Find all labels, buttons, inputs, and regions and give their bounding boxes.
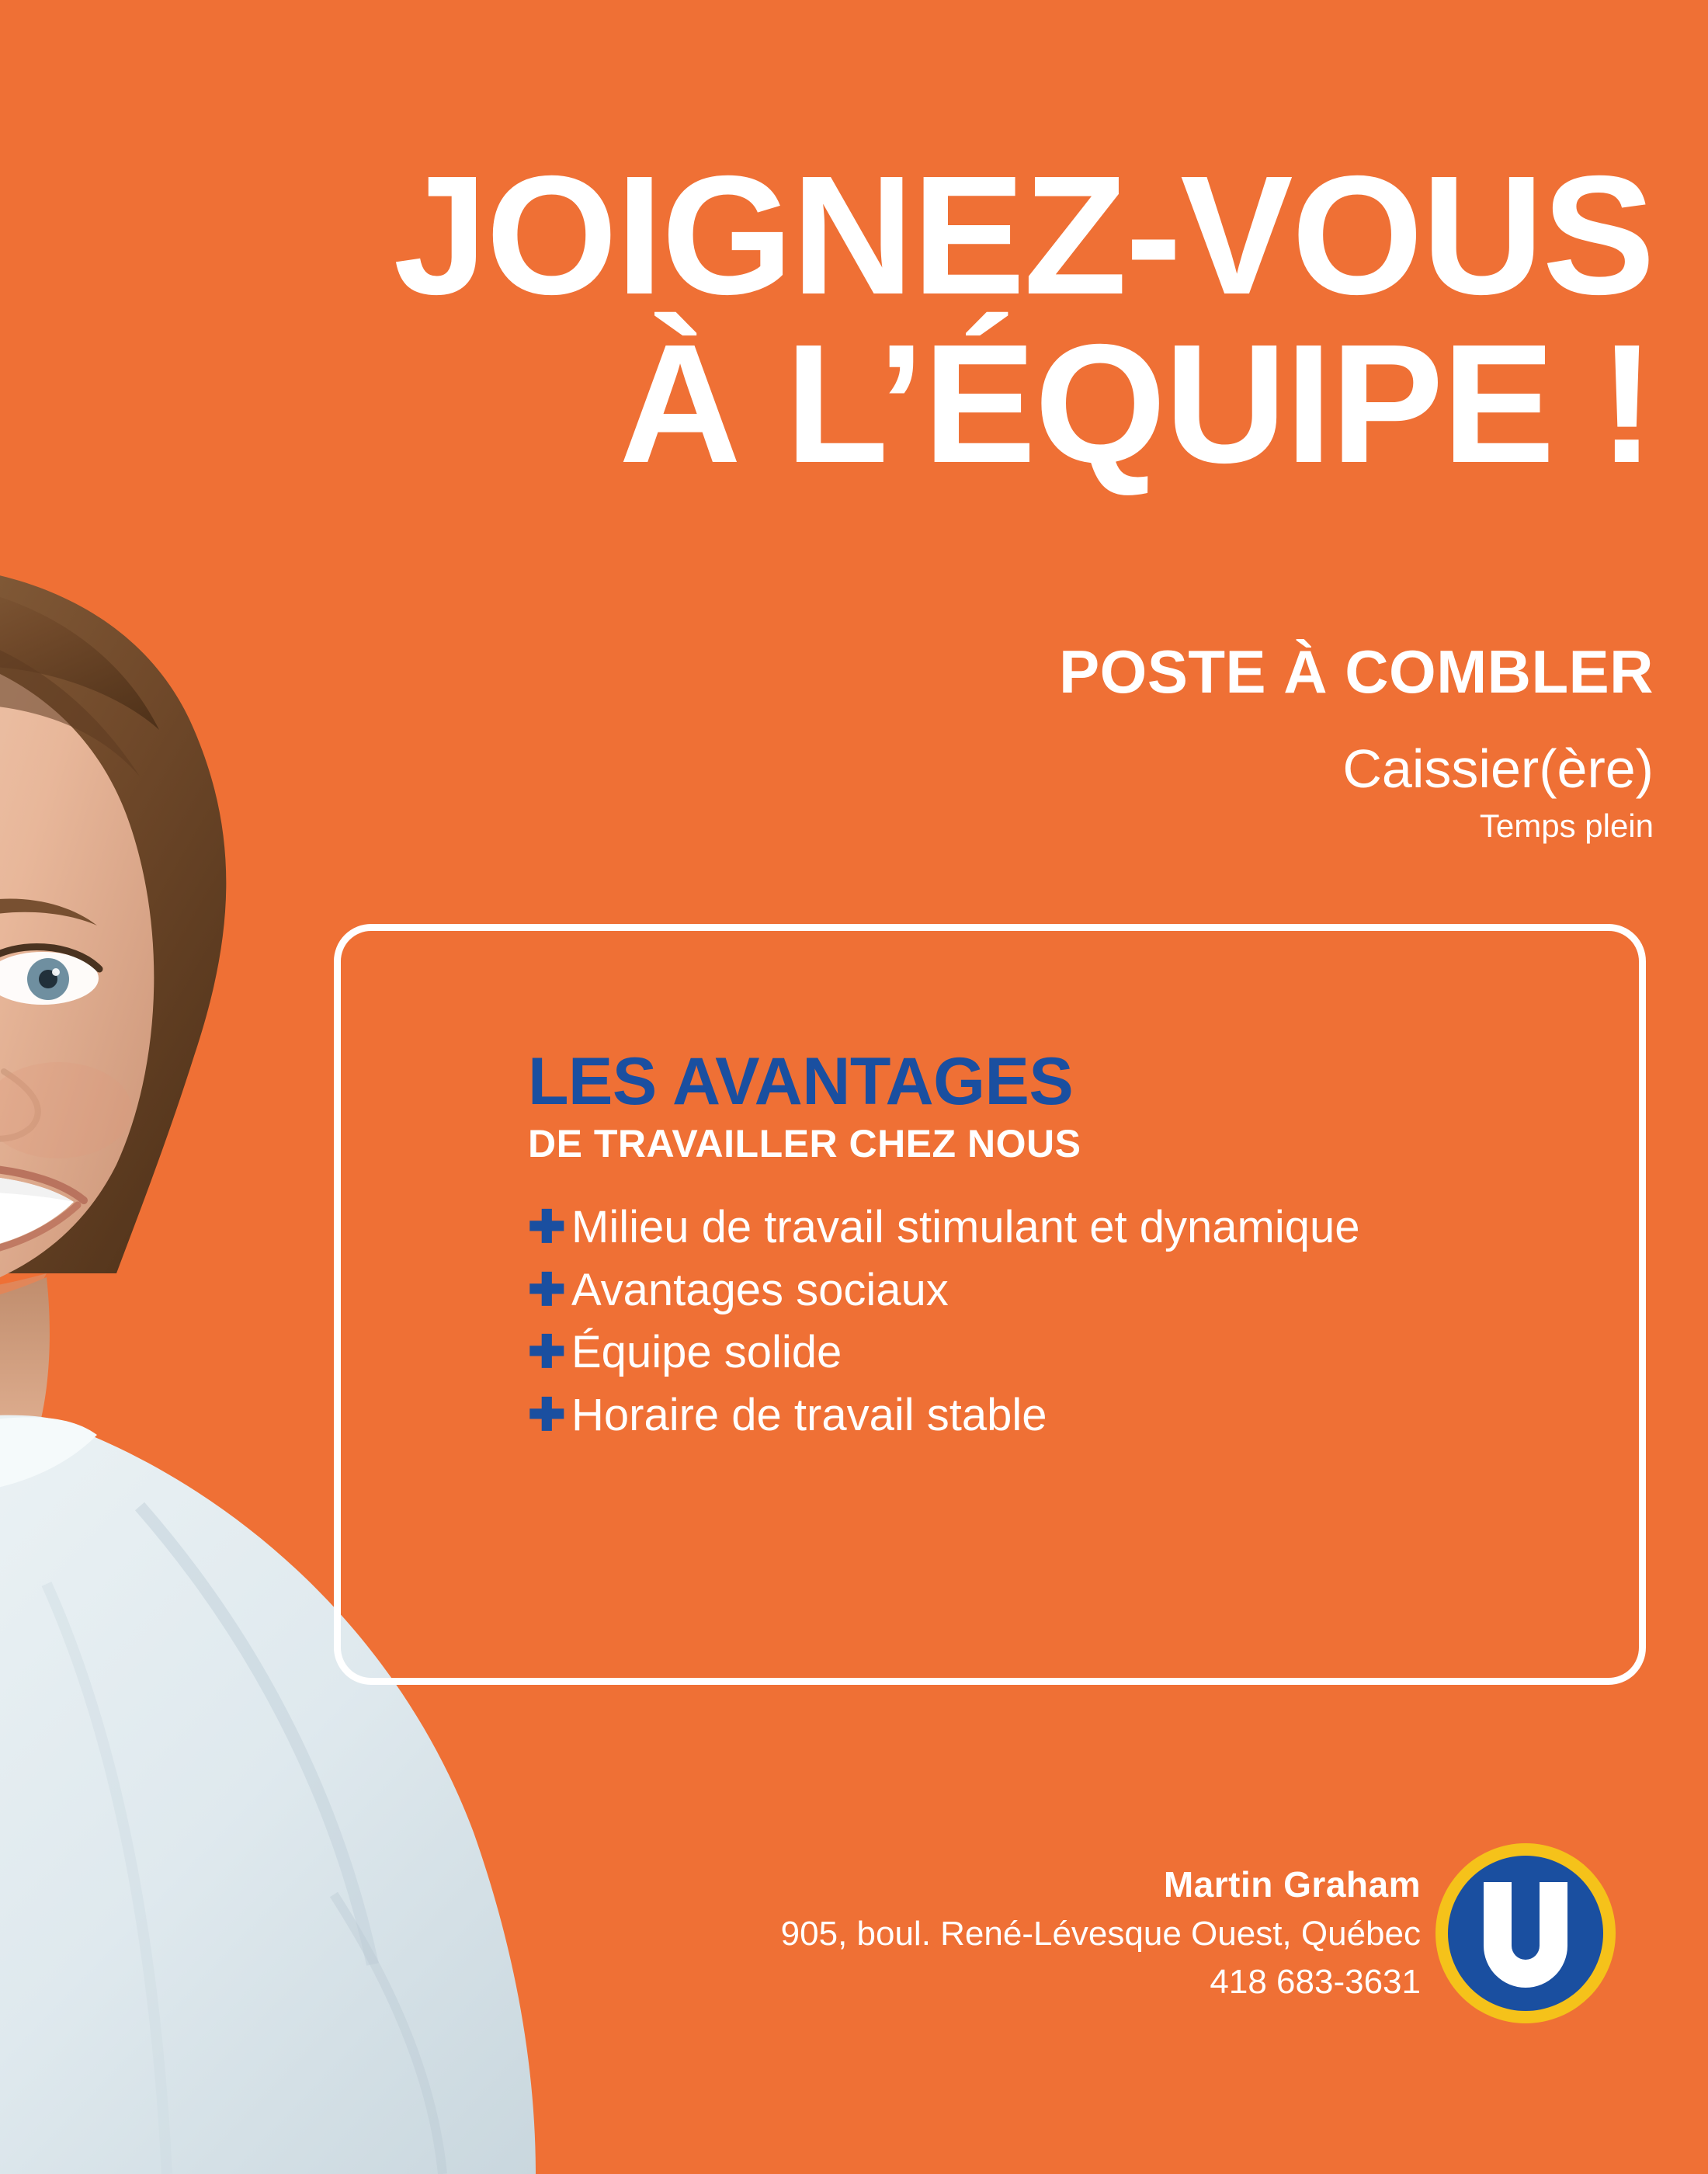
contact-name: Martin Graham [1163,1864,1421,1905]
company-logo [1432,1840,1619,2026]
job-type: Temps plein [1479,807,1654,844]
contact-block [489,1863,1421,2002]
job-title: Caissier(ère) [1342,738,1654,799]
contact-address: 905, boul. René-Lévesque Ouest, Québec [780,1915,1421,1953]
plus-icon: ✚ [528,1389,566,1440]
plus-icon: ✚ [528,1202,566,1252]
position-label: POSTE À COMBLER [1059,637,1654,706]
list-item [528,1391,1615,1440]
headline-line-2: À L’ÉQUIPE ! [619,310,1654,499]
benefits-title: LES AVANTAGES [528,1044,1074,1119]
list-item [528,1328,1615,1377]
benefit-text: Équipe solide [571,1327,842,1378]
benefit-text: Milieu de travail stimulant et dynamique [571,1202,1360,1252]
benefit-text: Avantages sociaux [571,1264,949,1315]
plus-icon: ✚ [528,1327,566,1378]
list-item [528,1266,1615,1315]
list-item [528,1203,1615,1252]
benefits-list [528,1203,1615,1440]
benefits-subtitle: DE TRAVAILLER CHEZ NOUS [528,1122,1081,1165]
contact-phone: 418 683-3631 [1210,1963,1421,2001]
plus-icon: ✚ [528,1264,566,1315]
benefit-text: Horaire de travail stable [571,1389,1047,1440]
benefits-content [528,1044,1615,1454]
page-title [233,141,1654,499]
headline-line-1: JOIGNEZ-VOUS [393,141,1654,330]
